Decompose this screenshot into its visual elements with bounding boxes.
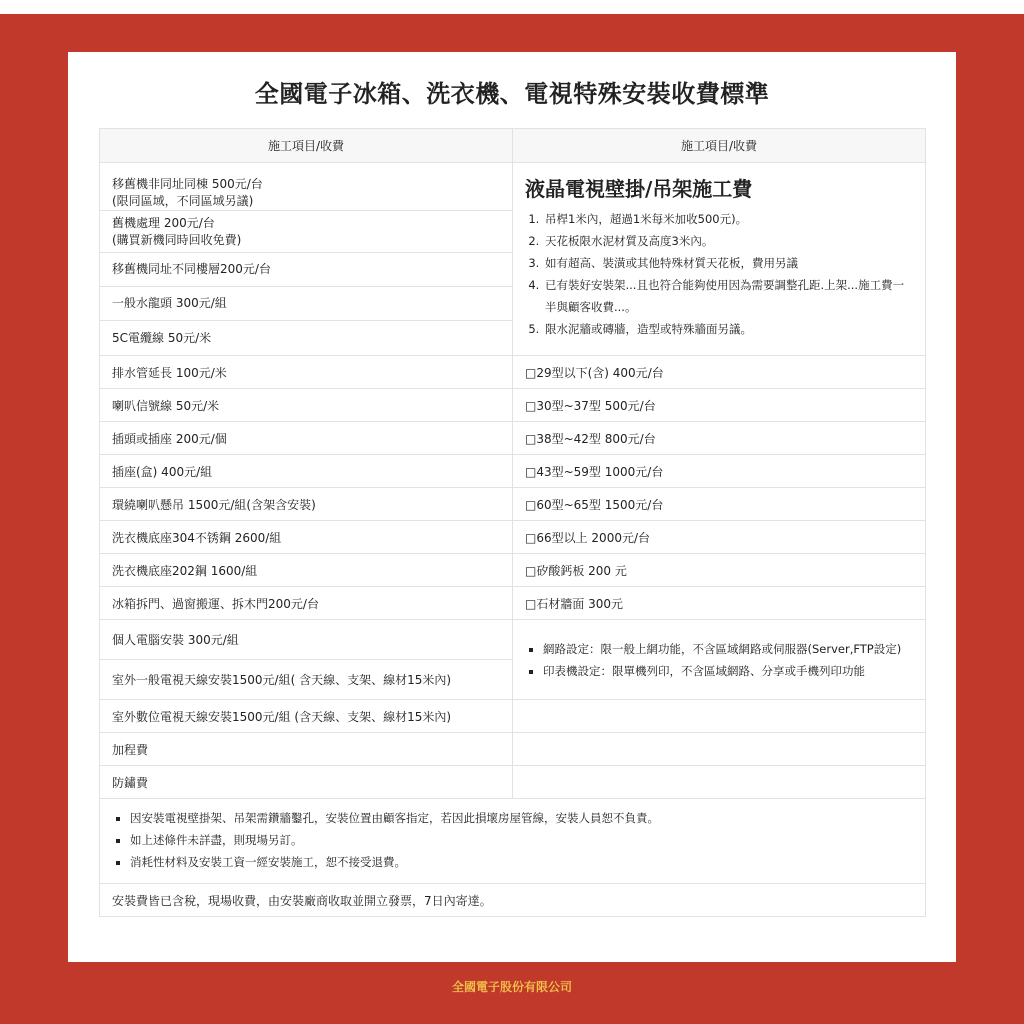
row-right: □66型以上 2000元/台: [513, 521, 926, 554]
tax-note: 安裝費皆已含稅，現場收費，由安裝廠商收取並開立發票，7日內寄達。: [100, 884, 926, 917]
row-right: □30型~37型 500元/台: [513, 389, 926, 422]
table-row: [100, 389, 926, 422]
table-row: [100, 488, 926, 521]
row-right: □38型~42型 800元/台: [513, 422, 926, 455]
row-left: 排水管延長 100元/米: [100, 356, 513, 389]
table-row: [100, 766, 926, 799]
list-item: ▪ 網路設定：限一般上網功能，不含區域網路或伺服器(Server,FTP設定): [543, 638, 913, 660]
tv-mount-list: [525, 208, 913, 340]
list-item: ▪ 如上述條件未詳盡，則現場另訂。: [130, 829, 913, 851]
row-right: □43型~59型 1000元/台: [513, 455, 926, 488]
list-item: ▪ 印表機設定：限單機列印，不含區域網路、分享或手機列印功能: [543, 660, 913, 682]
table-row: [100, 620, 926, 660]
notes-list: [112, 807, 913, 873]
row-left: 插頭或插座 200元/個: [100, 422, 513, 455]
row-right: □矽酸鈣板 200 元: [513, 554, 926, 587]
row-left: 防鏽費: [100, 766, 513, 799]
row-left: 加程費: [100, 733, 513, 766]
row-right: □29型以下(含) 400元/台: [513, 356, 926, 389]
row-left: 洗衣機底座202鋼 1600/組: [100, 554, 513, 587]
table-row: [100, 455, 926, 488]
row-left: 環繞喇叭懸吊 1500元/組(含架含安裝): [100, 488, 513, 521]
table-row: [100, 356, 926, 389]
row-right: □石材牆面 300元: [513, 587, 926, 620]
list-item: 移舊機同址不同樓層200元/台: [100, 253, 512, 287]
list-item: 移舊機非同址同棟 500元/台 (限同區域，不同區域另議): [100, 163, 512, 211]
row-right: □60型~65型 1500元/台: [513, 488, 926, 521]
list-item: 一般水龍頭 300元/組: [100, 287, 512, 321]
notes-row: [100, 799, 926, 884]
row-left: 插座(盒) 400元/組: [100, 455, 513, 488]
tv-mount-title: 液晶電視壁掛/吊架施工費: [525, 177, 753, 201]
header-col1: 施工項目/收費: [100, 129, 513, 163]
row-left: 洗衣機底座304不锈鋼 2600/組: [100, 521, 513, 554]
company-footer: 全國電子股份有限公司: [451, 980, 572, 994]
row-left: 個人電腦安裝 300元/組: [100, 620, 513, 660]
table-row: [100, 700, 926, 733]
row-left: 喇叭信號線 50元/米: [100, 389, 513, 422]
table-row: [100, 733, 926, 766]
table-row: [100, 422, 926, 455]
notes-cell: [100, 799, 926, 884]
row-left: 室外數位電視天線安裝1500元/組 (含天線、支架、線材15米內): [100, 700, 513, 733]
list-item: ▪ 消耗性材料及安裝工資一經安裝施工，恕不接受退費。: [130, 851, 913, 873]
left-stack-cell: [100, 163, 513, 356]
pc-settings-list: [525, 638, 913, 682]
tv-mount-cell: [513, 163, 926, 356]
price-table: [99, 128, 926, 917]
list-item: 2. 天花板限水泥材質及高度3米內。: [543, 230, 913, 252]
row-left: 室外一般電視天線安裝1500元/組( 含天線、支架、線材15米內): [100, 660, 513, 700]
list-item: 舊機處理 200元/台 (購買新機同時回收免費): [100, 211, 512, 253]
header-col2: 施工項目/收費: [513, 129, 926, 163]
table-row: [100, 884, 926, 917]
list-item: 3. 如有超高、裝潢或其他特殊材質天花板，費用另議: [543, 252, 913, 274]
page-title: 全國電子冰箱、洗衣機、電視特殊安裝收費標準: [254, 80, 770, 108]
row-left: 冰箱拆門、過窗搬運、拆木門200元/台: [100, 587, 513, 620]
table-row: [100, 587, 926, 620]
table-row: [100, 521, 926, 554]
list-item: 4. 已有裝好安裝架...且也符合能夠使用因為需要調整孔距.上架...施工費一半與顧客收費...。: [543, 274, 913, 318]
list-item: 1. 吊桿1米內，超過1米每米加收500元)。: [543, 208, 913, 230]
list-item: ▪ 因安裝電視壁掛架、吊架需鑽牆鑿孔，安裝位置由顧客指定，若因此損壞房屋管線，安裝人員恕不負責。: [130, 807, 913, 829]
list-item: 5. 限水泥牆或磚牆，造型或特殊牆面另議。: [543, 318, 913, 340]
table-row: [100, 554, 926, 587]
list-item: 5C電纜線 50元/米: [112, 330, 212, 345]
pc-settings-cell: [513, 620, 926, 700]
